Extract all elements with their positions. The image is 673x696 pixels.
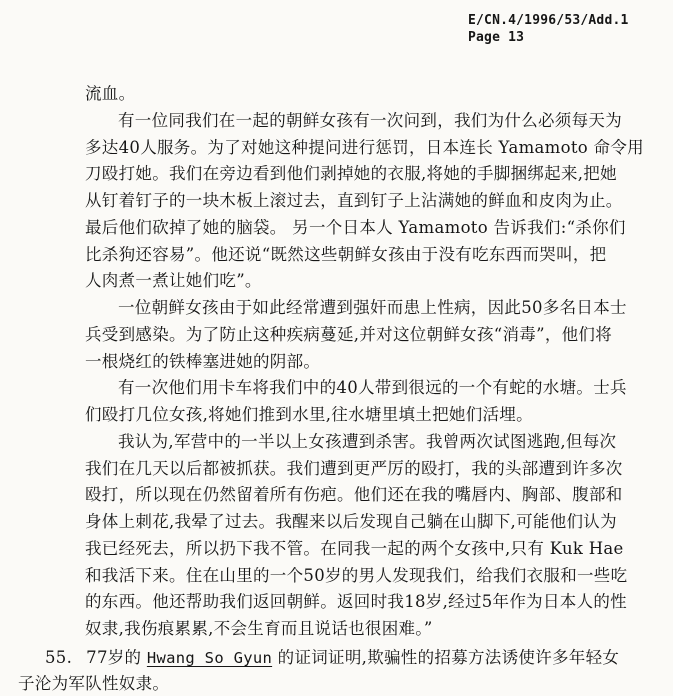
quote-line: 比杀狗还容易”。他还说“既然这些朝鲜女孩由于没有吃东西而哭叫，把 — [85, 244, 607, 264]
quote-line: 刀殴打她。我们在旁边看到他们剥掉她的衣服,将她的手脚捆绑起来,把她 — [85, 164, 617, 184]
quote-line: 多达40人服务。为了对她这种提问进行惩罚，日本连长 Yamamoto 命令用 — [85, 137, 644, 157]
document-symbol: E/CN.4/1996/53/Add.1 — [468, 13, 629, 28]
quote-line: 一根烧红的铁棒塞进她的阴部。 — [85, 351, 321, 371]
paragraph-55 — [18, 645, 666, 696]
testimony-quote-block — [85, 81, 645, 643]
document-header — [468, 12, 629, 46]
paragraph-55-line: 子沦为军队性奴隶。 — [18, 674, 170, 693]
quote-line: 和我活下来。住在山里的一个50岁的男人发现我们，给我们衣服和一些吃 — [85, 565, 628, 585]
quote-line: 有一位同我们在一起的朝鲜女孩有一次问到，我们为什么必须每天为 — [118, 110, 622, 130]
quote-line: 奴隶,我伤痕累累,不会生育而且说话也很困难。” — [85, 619, 433, 638]
quote-line: 从钉着钉子的一块木板上滚过去，直到钉子上沾满她的鲜血和皮肉为止。 — [85, 191, 623, 210]
witness-name: Hwang So Gyun — [146, 649, 273, 667]
paragraph-number: 55. — [45, 648, 73, 667]
quote-line: 我们在几天以后都被抓获。我们遭到更严厉的殴打，我的头部遭到许多次 — [85, 458, 623, 478]
quote-line: 的东西。他还帮助我们返回朝鲜。返回时我18岁,经过5年作为日本人的性 — [85, 592, 627, 612]
quote-line: 最后他们砍掉了她的脑袋。 另一个日本人 Yamamoto 告诉我们:“杀你们 — [85, 217, 626, 237]
quote-line: 我已经死去，所以扔下我不管。在同我一起的两个女孩中,只有 Kuk Hae — [85, 538, 624, 558]
paragraph-text-before: 77岁的 — [86, 648, 147, 667]
quote-line: 我认为,军营中的一半以上女孩遭到杀害。我曾两次试图逃跑,但每次 — [118, 431, 617, 451]
quote-line: 流血。 — [85, 84, 136, 103]
quote-line: 有一次他们用卡车将我们中的40人带到很远的一个有蛇的水塘。士兵 — [118, 378, 627, 398]
quote-line: 殴打，所以现在仍然留着所有伤疤。他们还在我的嘴唇内、胸部、腹部和 — [85, 485, 623, 505]
quote-line: 兵受到感染。为了防止这种疾病蔓延,并对这位朝鲜女孩“消毒”，他们将 — [85, 324, 613, 344]
quote-line: 身体上刺花,我晕了过去。我醒来以后发现自己躺在山脚下,可能他们认为 — [85, 512, 617, 531]
paragraph-text-after: 的证词证明,欺骗性的招募方法诱使许多年轻女 — [272, 648, 620, 667]
quote-line: 人肉煮一煮让她们吃”。 — [85, 271, 262, 291]
page-number: Page 13 — [468, 30, 525, 45]
quote-line: 一位朝鲜女孩由于如此经常遭到强奸而患上性病，因此50多名日本士 — [118, 298, 627, 317]
quote-line: 们殴打几位女孩,将她们推到水里,往水塘里填土把她们活埋。 — [85, 405, 533, 424]
paragraph-55-line — [18, 645, 666, 671]
